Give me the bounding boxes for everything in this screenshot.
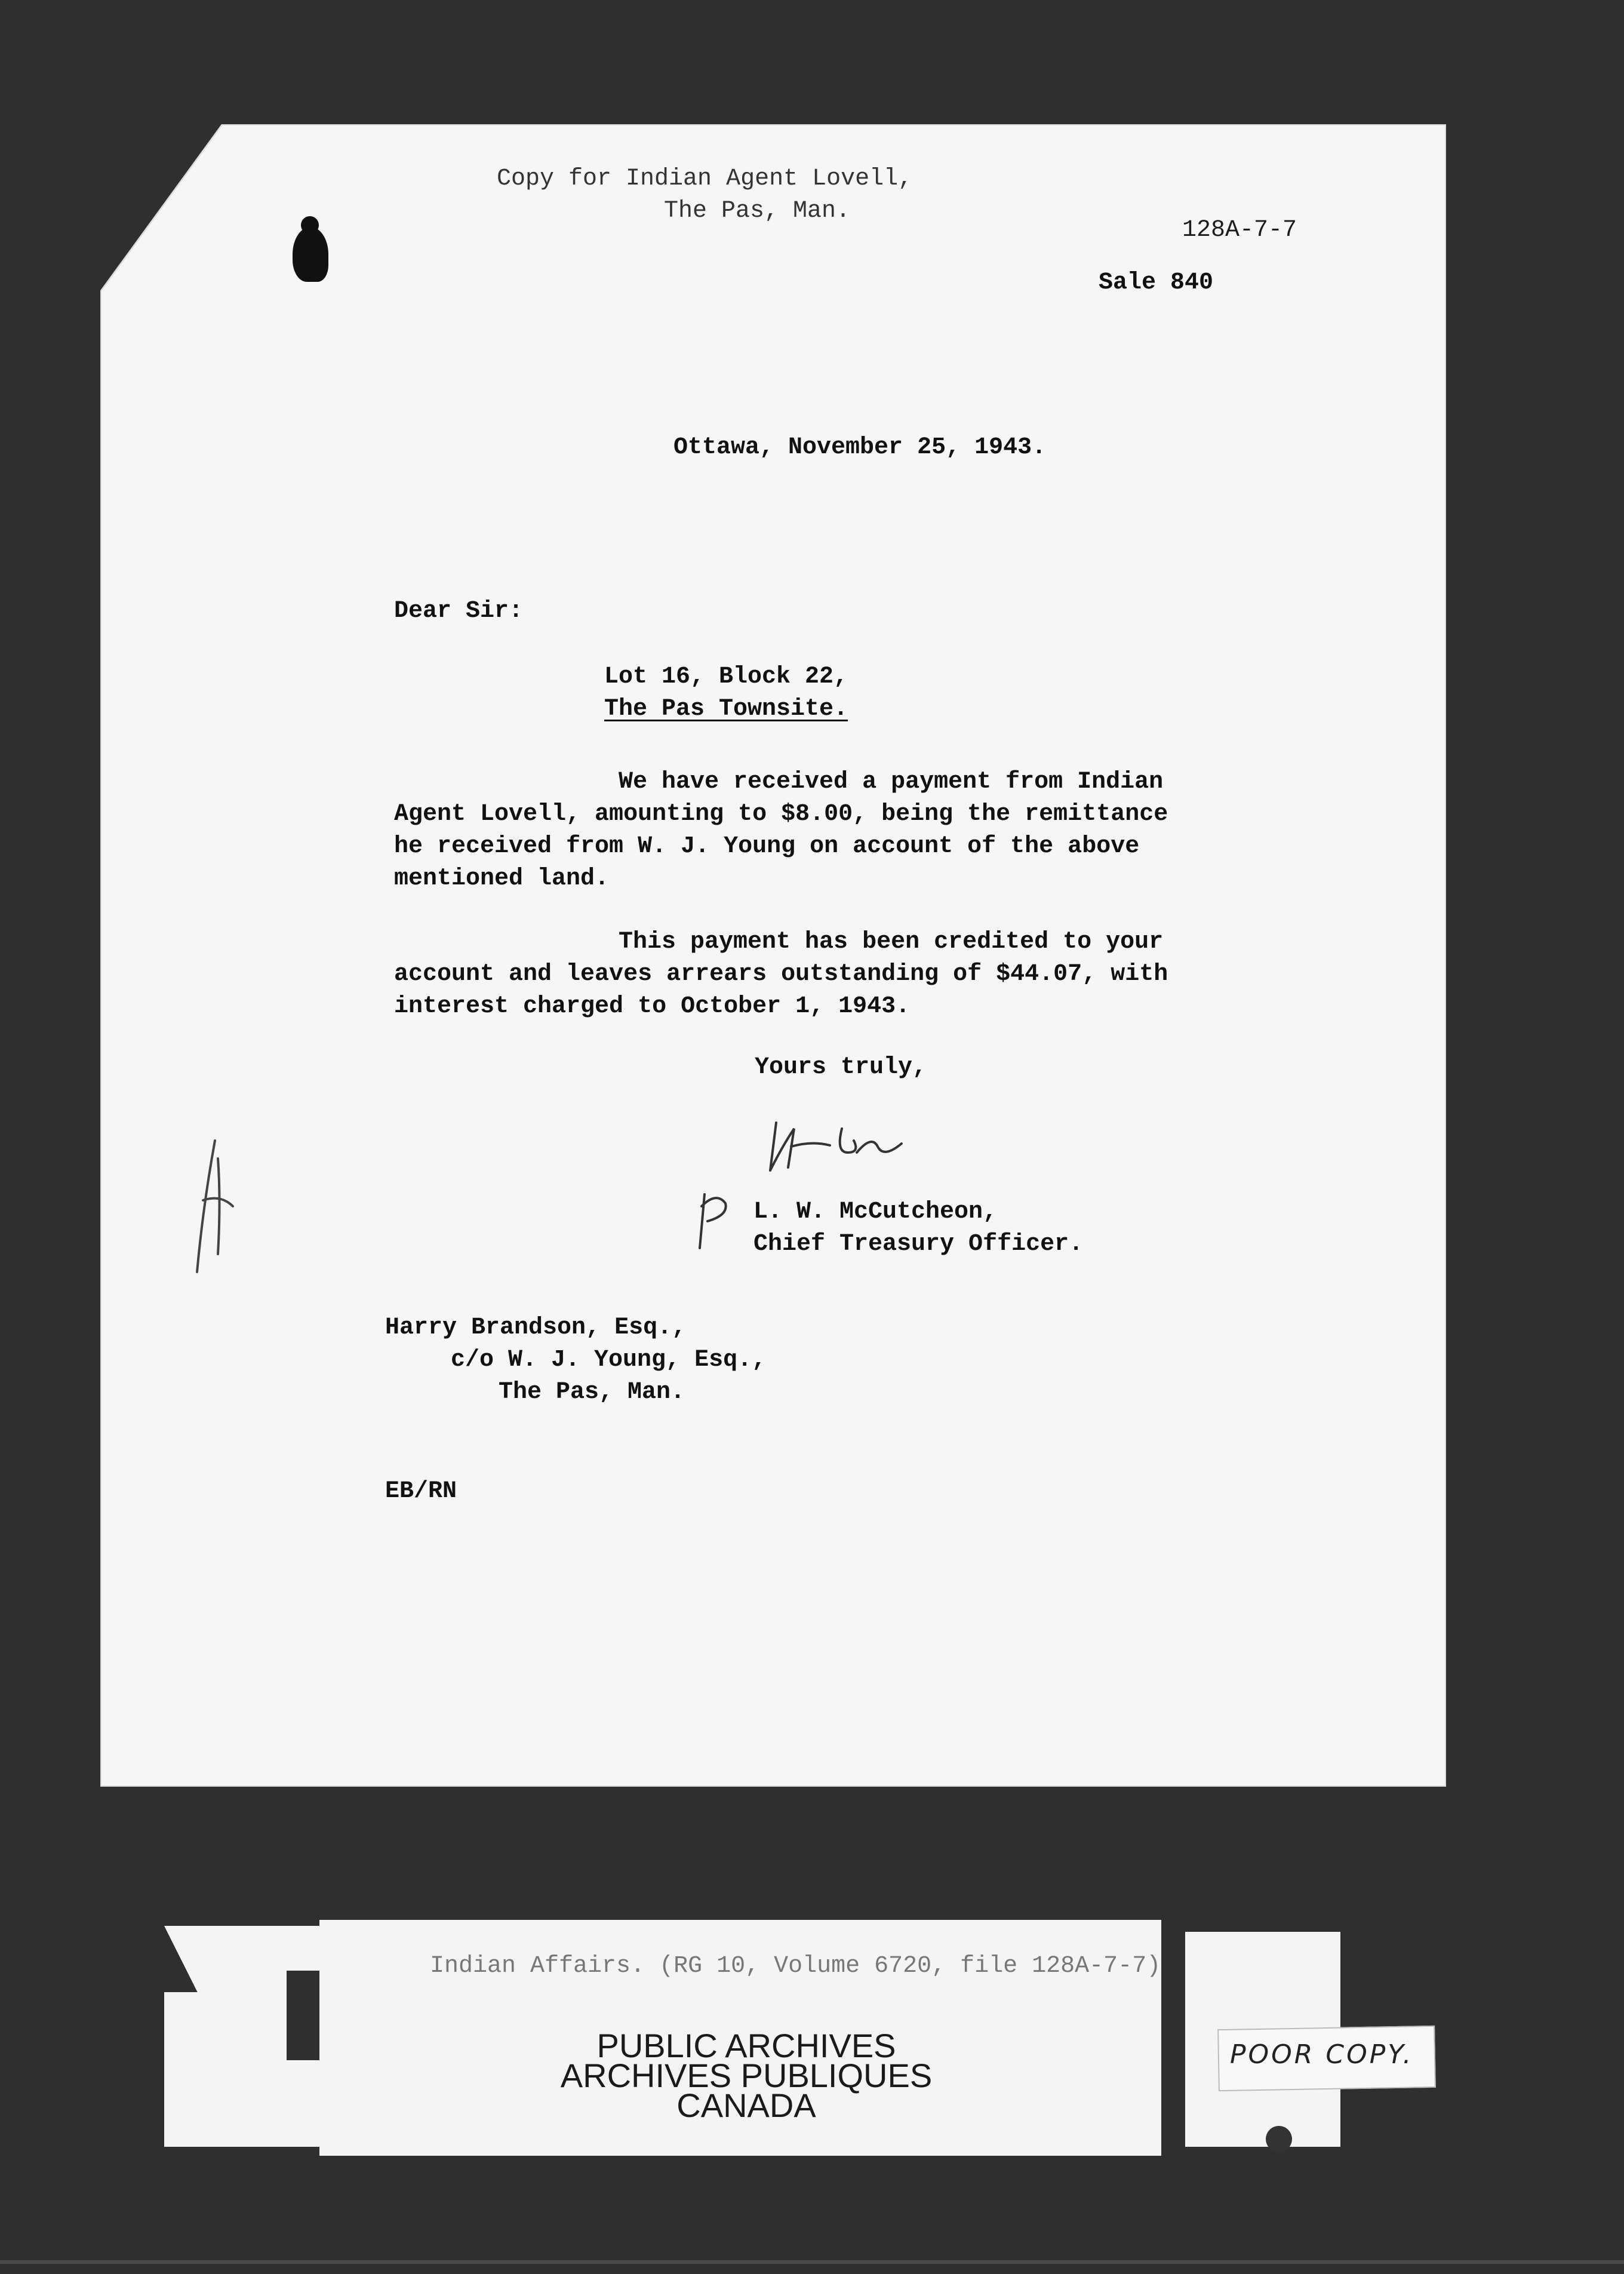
closing: Yours truly, [755,1054,927,1081]
label-notch-left [287,1971,319,2060]
para2-line-2: account and leaves arrears outstanding of $44.07, with [394,961,1168,988]
subject-line-1: Lot 16, Block 22, [604,663,848,690]
handwritten-signature [758,1111,914,1182]
para1-line-3: he received from W. J. Young on account of the above [394,833,1140,860]
film-edge [0,2260,1624,2264]
per-initial-mark [693,1188,740,1254]
ink-mark [1266,2126,1292,2152]
typist-initials: EB/RN [385,1478,457,1505]
para1-line-4: mentioned land. [394,865,610,892]
addressee-line-3: The Pas, Man. [499,1379,685,1406]
copy-line-2: The Pas, Man. [664,198,851,225]
para2-line-3: interest charged to October 1, 1943. [394,993,911,1020]
archive-title-line-1: PUBLIC ARCHIVES [596,2027,896,2064]
addressee-line-1: Harry Brandson, Esq., [385,1314,687,1341]
salutation: Dear Sir: [394,598,524,625]
file-number: 128A-7-7 [1182,217,1297,244]
archive-title-line-2: ARCHIVES PUBLIQUES [560,2057,933,2094]
letter-date: Ottawa, November 25, 1943. [673,434,1047,461]
signer-name: L. W. McCutcheon, [753,1199,998,1225]
copy-line-1: Copy for Indian Agent Lovell, [497,165,913,192]
archive-title-line-3: CANADA [676,2086,816,2124]
sale-number: Sale 840 [1099,269,1214,296]
addressee-line-2: c/o W. J. Young, Esq., [451,1347,767,1373]
para1-line-2: Agent Lovell, amounting to $8.00, being the remittance [394,801,1168,828]
subject-line-2: The Pas Townsite. [604,696,848,723]
label-notch-right [1161,1971,1185,2060]
ink-blot [293,227,328,282]
poor-copy-note: POOR COPY. [1230,2039,1414,2070]
archive-reference: Indian Affairs. (RG 10, Volume 6720, file 128A-7-7) [430,1953,1161,1980]
signer-title: Chief Treasury Officer. [753,1231,1084,1258]
para2-line-1: This payment has been credited to your [619,929,1164,955]
para1-line-1: We have received a payment from Indian [619,769,1164,795]
margin-pencil-mark [185,1135,239,1278]
